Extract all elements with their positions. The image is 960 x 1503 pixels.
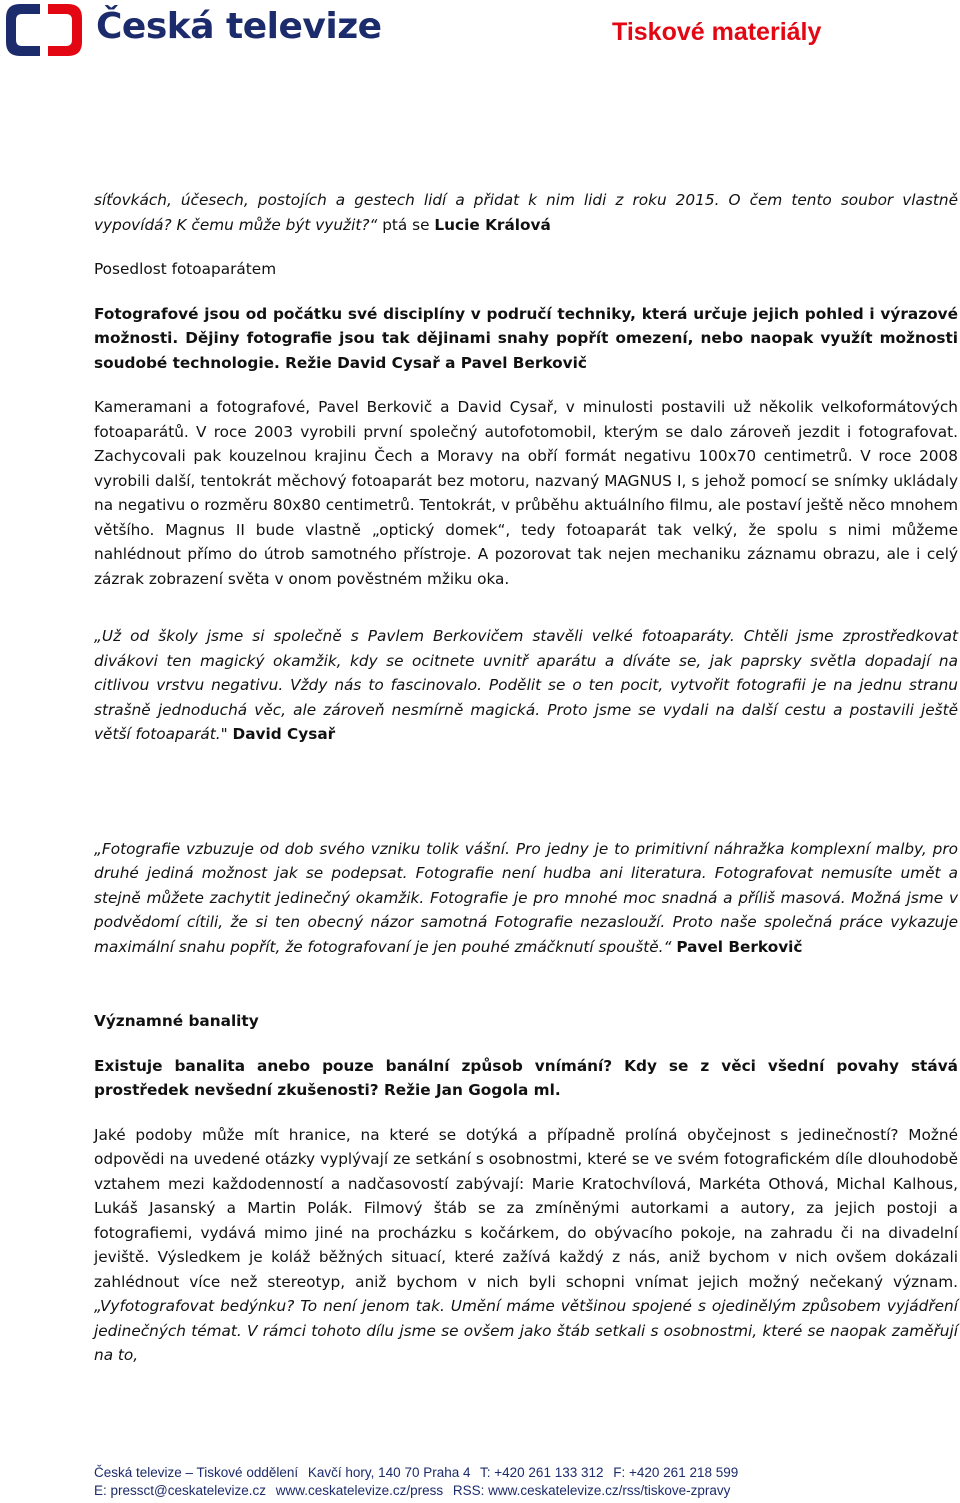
paragraph-posedlost-body: Kameramani a fotografové, Pavel Berkovič a David Cysař, v minulosti postavili už několik velkoformátových fotoaparátů. V roce 2003 vyrobili první společný autofotomobil, kterým se dalo zároveň jezdit i fotografovat. Zachycovali pak kouzelnou krajinu Čech a Moravy na obří formát negativu 100x70 centimetrů. V roce 2008 vyrobili další, tentokrát měchový fotoaparát bez motoru, nazvaný MAGNUS I, s jehož pomocí se snímky ukládaly na negativu o rozměru 80x80 centimetrů. Tentokrát, v průběhu aktuálního filmu, ale postaví ještě něco mnohem většího. Magnus II bude vlastně „optický domek“, tedy fotoaparát tak velký, že spolu s nimi můžeme nahlédnout přímo do útrob samotného přístroje. A pozorovat tak nejen mechaniku záznamu obrazu, ale i celý zázrak zobrazení světa v onom pověstném mžiku oka. xyxy=(94,398,958,588)
paragraph-posedlost-lead: Fotografové jsou od počátku své disciplíny v područí techniky, která určuje jejich pohled i výrazové možnosti. Dějiny fotografie jsou tak dějinami snahy popřít omezení, nebo naopak využít možnosti soudobé technologie. Režie David Cysař a Pavel Berkovič xyxy=(94,304,958,372)
quote-david-cysar: „Už od školy jsme si společně s Pavlem Berkovičem stavěli velké fotoaparáty. Chtěli jsme zprostředkovat divákovi ten magický okamžik, kdy se ocitnete uvnitř aparátu a díváte se, jak paprsky světla dopadají na citlivou vrstvu negativu. Vždy nás to fascinovalo. Podělit se o ten pocit, vytvořit fotografii je na jednu stranu strašně jednoduchá věc, ale zároveň nesmírně magická. Proto jsme se vydali na další cestu a postavili ještě větší fotoaparát." David Cysař xyxy=(94,627,958,743)
footer-org: Česká televize – Tiskové oddělení xyxy=(94,1465,299,1480)
footer-fax: F: +420 261 218 599 xyxy=(613,1465,739,1480)
brand-name: Česká televize xyxy=(96,6,382,47)
footer-rss-link[interactable]: RSS: www.ceskatelevize.cz/rss/tiskove-zpravy xyxy=(452,1483,731,1498)
section-title: Tiskové materiály xyxy=(612,18,822,46)
heading-posedlost: Posedlost fotoaparátem xyxy=(94,260,277,278)
page-footer xyxy=(94,1464,954,1500)
page-header xyxy=(0,0,960,70)
paragraph-intro: síťovkách, účesech, postojích a gestech lidí a přidat k nim lidi z roku 2015. O čem tento soubor vlastně vypovídá? K čemu může být využit?“ ptá se Lucie Králová xyxy=(94,191,958,234)
quote-pavel-berkovic: „Fotografie vzbuzuje od dob svého vzniku tolik vášní. Pro jedny je to primitivní náhražka komplexní malby, pro druhé jediná možnost jak se podepsat. Fotografie není hudba ani literatura. Fotografovat nemusíte umět a stejně můžete zachytit jedinečný okamžik. Fotografie je pro mnohé moc snadná a příliš masová. Možná jsme v podvědomí cítili, že si ten obecný názor samotná Fotografie nezaslouží. Proto naše společná práce vykazuje maximální snahu popřít, že fotografovaní je jen pouhé zmáčknutí spouště.“ Pavel Berkovič xyxy=(94,839,958,956)
document-body xyxy=(94,188,958,1368)
footer-line-2 xyxy=(94,1482,954,1500)
footer-address: Kavčí hory, 140 70 Praha 4 xyxy=(307,1465,471,1480)
paragraph-banality-lead: Existuje banalita anebo pouze banální způsob vnímání? Kdy se z věci všední povahy stává prostředek nevšední zkušenosti? Režie Jan Gogola ml. xyxy=(94,1056,958,1099)
heading-vyznamne-banality: Významné banality xyxy=(94,1012,259,1030)
paragraph-banality-body: Jaké podoby může mít hranice, na které se dotýká a případně prolíná obyčejnost s jedinečností? Možné odpovědi na uvedené otázky vyplývají ze setkání s osobnostmi, které se ve svém fotografickém díle dlouhodobě vztahem mezi každodenností a nadčasovostí zabývají: Marie Kratochvílová, Markéta Othová, Michal Kalhous, Lukáš Jasanský a Martin Polák. Filmový štáb se za zmíněnými autorkami a autory, za jejich postoji a fotografiemi, vydává mimo jiné na procházku s kočárkem, do obývacího pokoje, na zahradu či na divadelní jeviště. Výsledkem je koláž běžných situací, které zažívá každý z nás, aniž bychom v nich ovšem dokázali zahlédnout více než stereotyp, aniž bychom v nich byli schopni vnímat jejich možný nečekaný význam. „Vyfotografovat bedýnku? To není jenom tak. Umění máme většinou spojené s ojedinělým způsobem vyjádření jedinečných témat. V rámci tohoto dílu jsme se ovšem jako štáb setkali s osobnostmi, které se naopak zaměřují na to, xyxy=(94,1125,958,1364)
footer-line-1 xyxy=(94,1464,954,1482)
footer-web-link[interactable]: www.ceskatelevize.cz/press xyxy=(275,1483,444,1498)
ceska-televize-logo-icon xyxy=(4,2,84,58)
footer-email-link[interactable]: E: pressct@ceskatelevize.cz xyxy=(94,1483,267,1498)
footer-phone: T: +420 261 133 312 xyxy=(480,1465,604,1480)
